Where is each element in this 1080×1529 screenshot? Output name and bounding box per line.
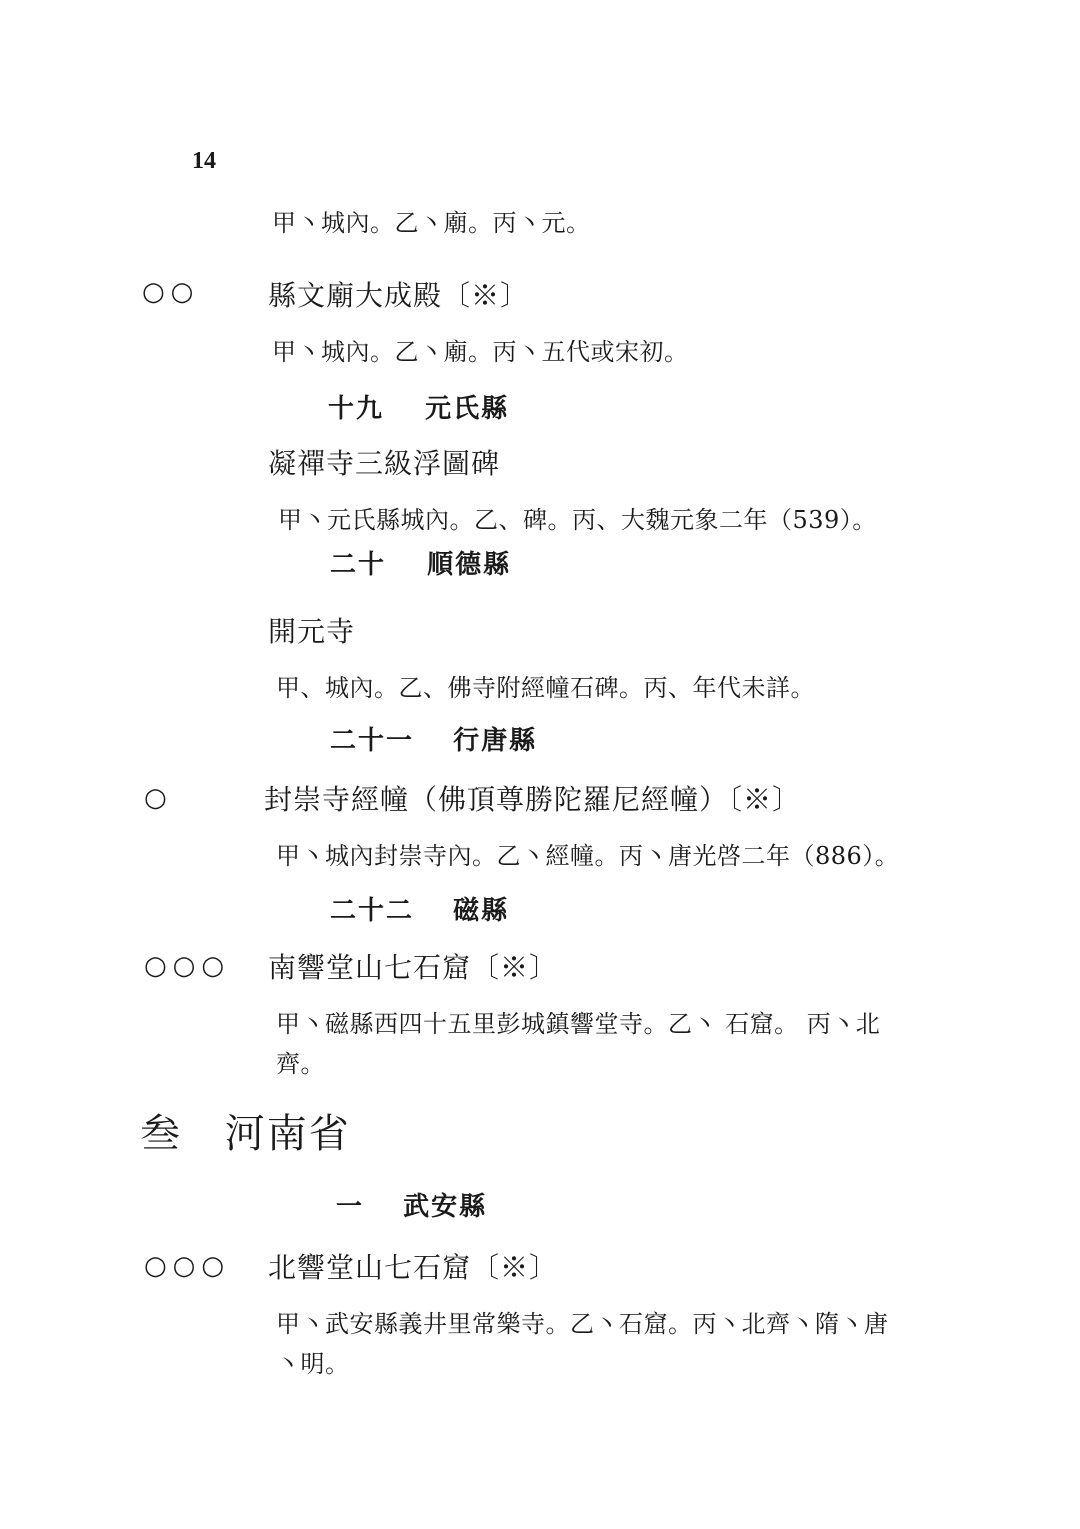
county-name: 武安縣 [403,1192,488,1222]
rating-marks: ○○○ [144,951,231,981]
county-name: 行唐縣 [453,726,538,756]
county-number: 二十二 [330,896,415,926]
county-number: 二十 [330,550,387,580]
county-heading [336,1186,487,1223]
entry-detail-continued: 丶明。 [276,1350,350,1378]
entry-title: 南響堂山七石窟〔※〕 [268,951,559,984]
entry-title: 北響堂山七石窟〔※〕 [268,1251,559,1284]
entry-detail: 甲丶武安縣義井里常樂寺。乙丶石窟。丙丶北齊丶隋丶唐 [276,1310,889,1338]
entry-title: 開元寺 [268,615,356,648]
county-number: 二十一 [330,726,415,756]
rating-marks: ○○○ [144,1251,231,1281]
page-number: 14 [192,148,216,174]
province-heading [140,1102,351,1159]
entry-detail: 甲丶元氏縣城內。乙、碑。丙、大魏元象二年（539）。 [278,506,877,534]
province-number: 叁 [140,1111,182,1157]
entry-title: 縣文廟大成殿〔※〕 [268,279,530,312]
rating-marks: ○ [144,783,173,813]
county-heading [330,890,509,927]
rating-marks: ○○ [142,277,200,307]
county-name: 順德縣 [427,550,512,580]
county-heading [330,544,511,581]
entry-detail: 甲丶城內。乙丶廟。丙丶五代或宋初。 [272,338,689,366]
entry-detail: 甲丶城內封崇寺內。乙丶經幢。丙丶唐光啓二年（886）。 [276,842,900,870]
county-heading [328,388,509,425]
county-number: 十九 [328,394,385,424]
entry-detail: 甲丶磁縣西四十五里彭城鎮響堂寺。乙丶 石窟。 丙丶北 [276,1010,881,1038]
county-number: 一 [336,1192,365,1222]
entry-title: 凝禪寺三級浮圖碑 [268,447,501,480]
province-name: 河南省 [224,1111,351,1157]
county-name: 磁縣 [453,896,510,926]
county-heading [330,720,537,757]
county-name: 元氏縣 [425,394,510,424]
entry-title: 封崇寺經幢（佛頂尊勝陀羅尼經幢）〔※〕 [264,783,802,816]
entry-detail-continued: 齊。 [276,1050,325,1078]
entry-detail: 甲丶城內。乙丶廟。丙丶元。 [272,209,591,237]
entry-detail: 甲、城內。乙、佛寺附經幢石碑。丙、年代未詳。 [276,674,815,702]
